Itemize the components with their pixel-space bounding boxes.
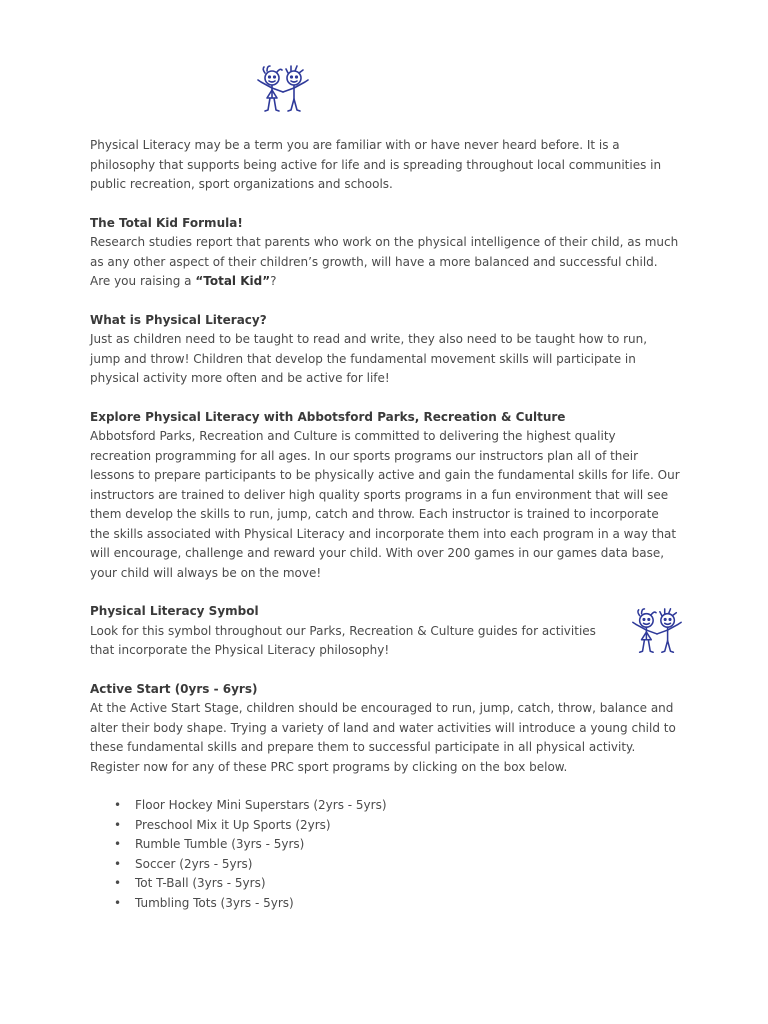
what-is-heading: What is Physical Literacy? bbox=[90, 312, 267, 327]
program-label: Soccer (2yrs - 5yrs) bbox=[135, 856, 253, 871]
explore-section bbox=[90, 408, 680, 584]
bullet: • bbox=[114, 895, 122, 910]
program-label: Tumbling Tots (3yrs - 5yrs) bbox=[135, 895, 294, 910]
program-label: Floor Hockey Mini Superstars (2yrs - 5yrs) bbox=[135, 798, 387, 812]
active-start-section bbox=[90, 680, 680, 778]
total-kid-text: Research studies report that parents who work on the physical intelligence of their child, as much as any other aspect of their children’s growth, will have a more balanced and successful child. Are you raising a bbox=[90, 235, 679, 288]
program-label: Preschool Mix it Up Sports (2yrs) bbox=[135, 817, 331, 832]
intro-paragraph: Physical Literacy may be a term you are familiar with or have never heard before. It is a philosophy that supports being active for life and is spreading throughout local communities in public recreation, sport organizations and schools. bbox=[90, 138, 662, 191]
list-item[interactable] bbox=[90, 855, 680, 875]
explore-heading: Explore Physical Literacy with Abbotsford Parks, Recreation & Culture bbox=[90, 409, 566, 424]
bullet: • bbox=[114, 876, 122, 890]
program-label: Tot T-Ball (3yrs - 5yrs) bbox=[135, 876, 266, 890]
bullet: • bbox=[114, 837, 122, 851]
bullet: • bbox=[114, 856, 122, 871]
symbol-paragraph: Look for this symbol throughout our Parks, Recreation & Culture guides for activities that incorporate the Physical Literacy philosophy! bbox=[90, 623, 596, 657]
bullet: • bbox=[114, 798, 122, 812]
bullet: • bbox=[114, 817, 122, 832]
total-kid-paragraph bbox=[90, 233, 680, 292]
active-start-paragraph: At the Active Start Stage, children should be encouraged to run, jump, catch, throw, balance and alter their body shape. Trying a variety of land and water activities will introduce a young child to these fundamental skills and prepare them to successful participate in all physical activity. Register now for any of these PRC sport programs by clicking on the box below. bbox=[90, 701, 676, 774]
list-item[interactable] bbox=[90, 816, 680, 836]
total-kid-emphasis: “Total Kid” bbox=[195, 274, 271, 288]
active-start-heading: Active Start (0yrs - 6yrs) bbox=[90, 681, 258, 696]
symbol-section bbox=[90, 602, 680, 661]
symbol-heading: Physical Literacy Symbol bbox=[90, 604, 259, 618]
list-item[interactable] bbox=[90, 796, 680, 816]
list-item[interactable] bbox=[90, 835, 680, 855]
physical-literacy-symbol-icon bbox=[630, 606, 684, 658]
program-label: Rumble Tumble (3yrs - 5yrs) bbox=[135, 837, 305, 851]
explore-paragraph: Abbotsford Parks, Recreation and Culture is committed to delivering the highest quality recreation programming for all ages. In our sports programs our instructors plan all of their lessons to prepare participants to be physically active and gain the fundamental skills for life. Our instructors are trained to deliver high quality sports programs in a fun environment that will see them develop the skills to run, jump, catch and throw. Each instructor is trained to incorporate the skills associated with Physical Literacy and incorporate them into each program in a way that will encourage, challenge and reward your child. With over 200 games in our games data base, your child will always be on the move! bbox=[90, 429, 680, 580]
list-item[interactable] bbox=[90, 894, 680, 914]
what-is-paragraph: Just as children need to be taught to read and write, they also need to be taught how to run, jump and throw! Children that develop the fundamental movement skills will participate in physical activity more often and be active for life! bbox=[90, 332, 648, 385]
what-is-section bbox=[90, 311, 680, 389]
article-body bbox=[90, 136, 680, 913]
total-kid-section bbox=[90, 214, 680, 292]
kids-holding-hands-icon bbox=[255, 64, 311, 116]
program-list bbox=[90, 796, 680, 913]
list-item[interactable] bbox=[90, 874, 680, 894]
total-kid-heading: The Total Kid Formula! bbox=[90, 215, 243, 230]
total-kid-suffix: ? bbox=[270, 274, 277, 288]
